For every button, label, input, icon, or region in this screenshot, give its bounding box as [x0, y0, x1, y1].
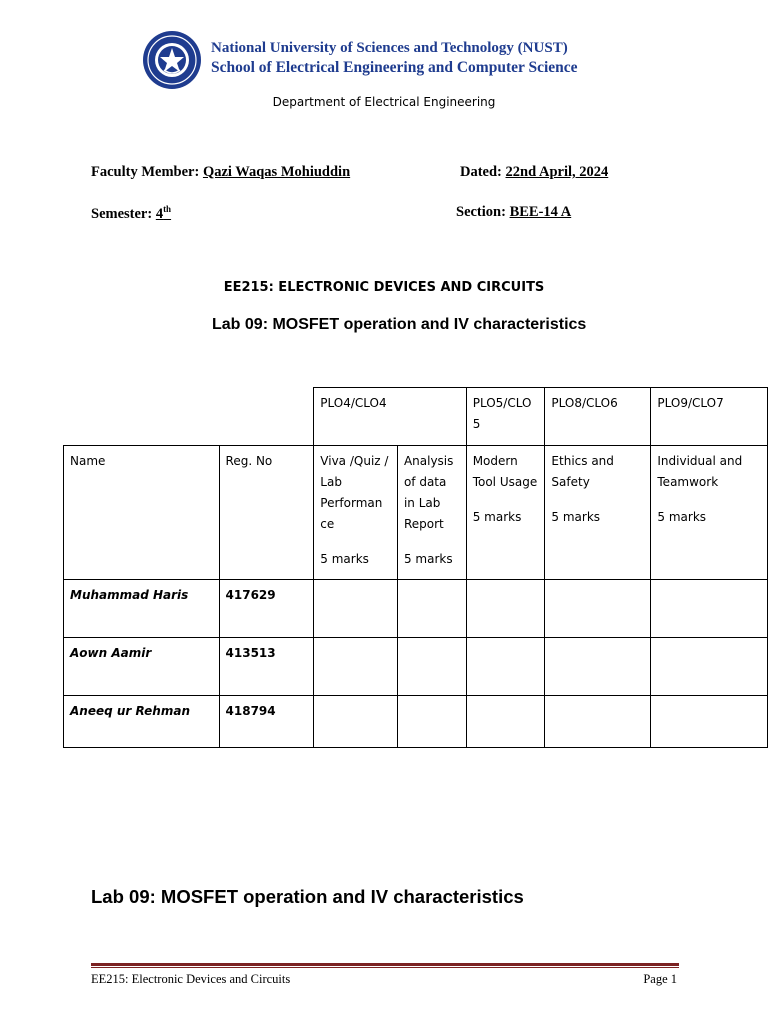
mark-cell — [397, 580, 466, 638]
footer-divider-thin — [91, 967, 679, 968]
faculty-value: Qazi Waqas Mohiuddin — [202, 164, 351, 180]
mark-cell — [466, 696, 545, 748]
criteria-header: Analysis of data in Lab Report 5 marks — [397, 446, 466, 580]
mark-cell — [397, 696, 466, 748]
criteria-header: Individual and Teamwork 5 marks — [651, 446, 768, 580]
course-title: EE215: ELECTRONIC DEVICES AND CIRCUITS — [223, 280, 545, 295]
criteria-header: Viva /Quiz / Lab Performan ce 5 marks — [314, 446, 398, 580]
mark-cell — [314, 580, 398, 638]
nust-seal-icon — [142, 30, 202, 90]
section — [456, 204, 571, 221]
lab-title: Lab 09: MOSFET operation and IV characteristics — [212, 316, 587, 333]
body-heading: Lab 09: MOSFET operation and IV characteristics — [91, 886, 524, 907]
semester — [91, 204, 171, 223]
mark-cell — [545, 580, 651, 638]
student-name: Aneeq ur Rehman — [64, 696, 220, 748]
mark-cell — [545, 696, 651, 748]
mark-cell — [314, 638, 398, 696]
student-reg: 418794 — [219, 696, 314, 748]
plo-header: PLO5/CLO 5 — [466, 388, 545, 446]
faculty-member — [91, 164, 350, 181]
footer-course: EE215: Electronic Devices and Circuits — [91, 972, 291, 986]
section-label: Section: — [456, 204, 506, 220]
university-name: National University of Sciences and Technology (NUST) — [211, 40, 568, 56]
dated-value: 22nd April, 2024 — [505, 164, 609, 180]
plo-header: PLO4/CLO4 — [314, 388, 466, 446]
mark-cell — [397, 638, 466, 696]
plo-header: PLO9/CLO7 — [651, 388, 768, 446]
student-name: Aown Aamir — [64, 638, 220, 696]
student-name: Muhammad Haris — [64, 580, 220, 638]
plo-header-row — [64, 388, 768, 446]
footer-page-number: Page 1 — [643, 972, 677, 986]
semester-label: Semester: — [91, 205, 153, 222]
mark-cell — [466, 580, 545, 638]
name-column-header: Name — [64, 446, 220, 580]
department-name: Department of Electrical Engineering — [272, 95, 496, 109]
mark-cell — [651, 638, 768, 696]
mark-cell — [466, 638, 545, 696]
faculty-label: Faculty Member: — [91, 164, 200, 180]
marks-table — [63, 387, 768, 748]
student-reg: 417629 — [219, 580, 314, 638]
section-value: BEE-14 A — [509, 204, 572, 220]
dated-label: Dated: — [460, 164, 502, 180]
table-row — [64, 580, 768, 638]
mark-cell — [651, 696, 768, 748]
plo-header: PLO8/CLO6 — [545, 388, 651, 446]
semester-value: 4th — [155, 204, 172, 222]
mark-cell — [545, 638, 651, 696]
table-row — [64, 638, 768, 696]
criteria-header: Ethics and Safety 5 marks — [545, 446, 651, 580]
footer-divider — [91, 963, 679, 966]
criteria-header-row — [64, 446, 768, 580]
dated — [460, 164, 608, 181]
table-row — [64, 696, 768, 748]
mark-cell — [314, 696, 398, 748]
criteria-header: Modern Tool Usage 5 marks — [466, 446, 545, 580]
mark-cell — [651, 580, 768, 638]
school-name: School of Electrical Engineering and Computer Science — [211, 59, 578, 76]
student-reg: 413513 — [219, 638, 314, 696]
reg-column-header: Reg. No — [219, 446, 314, 580]
